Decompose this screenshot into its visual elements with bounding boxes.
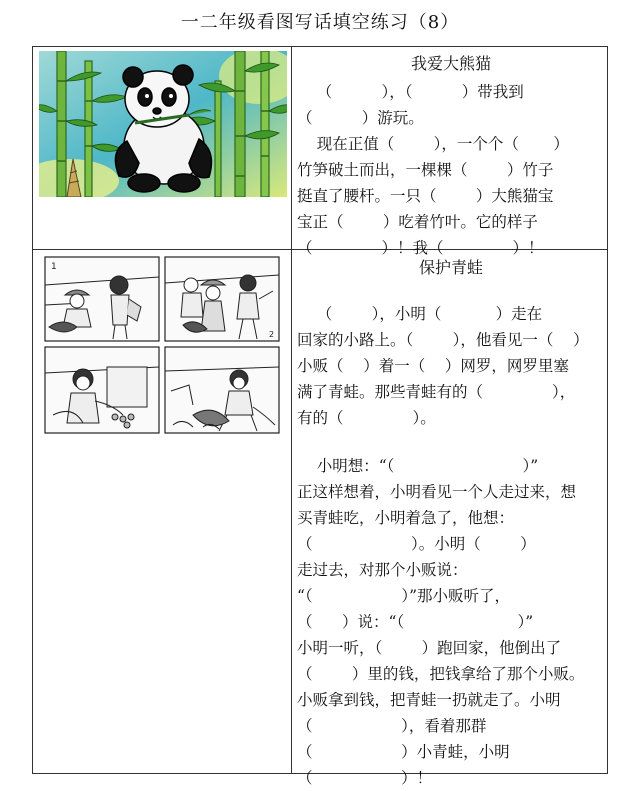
panda-bamboo-illustration: [39, 51, 287, 197]
page-title: 一二年级看图写话填空练习（8）: [180, 12, 460, 33]
column-divider: [291, 47, 292, 773]
section2-line: 正这样想着，小明看见一个人走过来，想: [297, 483, 577, 501]
section1-title: 我爱大熊猫: [410, 54, 491, 73]
section2-line: 买青蛙吃，小明着急了，他想：: [297, 509, 515, 527]
section2-line: （ ），看着那群: [297, 717, 487, 735]
section2-line: 走过去，对那个小贩说：: [297, 561, 468, 579]
section1-line: 现在正值（ ），一个个（ ）: [297, 135, 569, 153]
section1-text: [297, 51, 605, 261]
section2-line: 满了青蛙。那些青蛙有的（ ），: [297, 383, 576, 401]
section2-line: 有的（ ）。: [297, 409, 436, 427]
section2-line: “（ ）”那小贩听了，: [297, 587, 511, 605]
section1-line: 挺直了腰杆。一只（ ）大熊猫宝: [297, 187, 554, 205]
worksheet-table: [32, 46, 608, 787]
section1-line: 宝正（ ）吃着竹叶。它的样子: [297, 213, 538, 231]
panel-number: 1: [51, 262, 57, 272]
section2-line: 小贩（ ）着一（ ）网罗，网罗里塞: [297, 357, 569, 375]
section2-line: （ ）！: [297, 769, 433, 787]
section2-line: （ ）。小明（ ）: [297, 535, 536, 553]
section2-line: 小明想：“（ ）”: [297, 457, 539, 475]
section2-line: 小明一听，（ ）跑回家，他倒出了: [297, 639, 562, 657]
section2-line: 回家的小路上。（ ），他看见一（ ）: [297, 331, 589, 349]
section1-line: （ ）游玩。: [297, 109, 424, 127]
panel-number: 2: [269, 330, 275, 339]
section2-line: （ ），小明（ ）走在: [297, 305, 543, 323]
section2-line: （ ）小青蛙，小明: [297, 743, 510, 761]
section1-line: （ ），（ ）带我到: [297, 83, 524, 101]
comic-strip-illustration: [43, 255, 283, 439]
section1-line: （ ）！我（ ）！: [297, 239, 544, 257]
section2-text: [297, 255, 605, 791]
section1-line: 竹笋破土而出，一棵棵（ ）竹子: [297, 161, 554, 179]
section2-line: （ ）说：“（ ）”: [297, 613, 534, 631]
section2-line: 小贩拿到钱，把青蛙一扔就走了。小明: [297, 691, 561, 709]
section2-line: （ ）里的钱，把钱拿给了那个小贩。: [297, 665, 585, 683]
section2-title: 保护青蛙: [418, 258, 483, 277]
